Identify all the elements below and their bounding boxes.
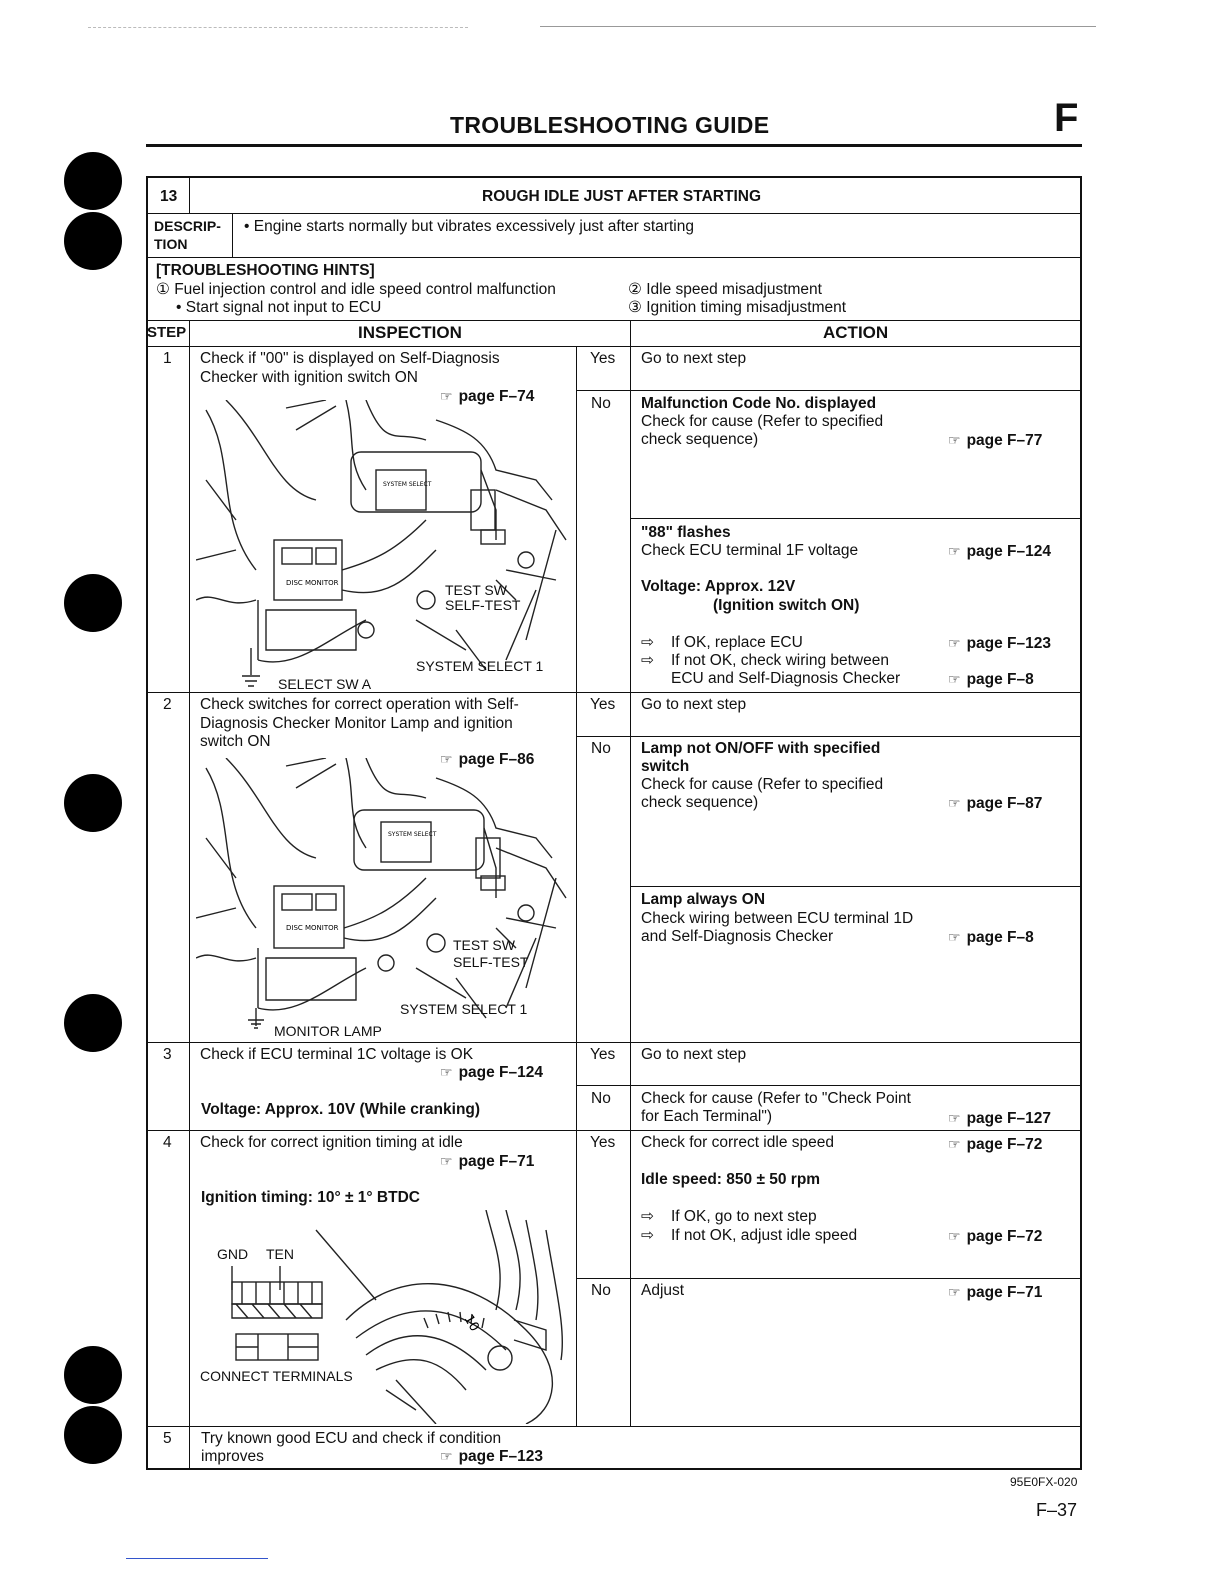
- page-number: F–37: [1036, 1500, 1078, 1520]
- page-reference[interactable]: ☞ page F–86: [440, 751, 535, 768]
- section-letter: F: [1054, 96, 1079, 140]
- no-label: No: [591, 1090, 611, 1107]
- action-text: Go to next step: [641, 1046, 747, 1063]
- self-diagnosis-checker-diagram: [196, 400, 572, 690]
- diagram-label: SYSTEM SELECT: [383, 481, 432, 488]
- diagram-label: TEST SW: [445, 582, 507, 598]
- hand-pointer-icon: ☞: [948, 635, 961, 651]
- yes-label: Yes: [590, 1046, 616, 1063]
- col-divider: [189, 320, 190, 1470]
- monitor-lamp-diagram: [196, 758, 572, 1040]
- col-divider: [576, 346, 577, 1426]
- sub-divider: [630, 886, 1082, 887]
- yes-label: Yes: [590, 696, 616, 713]
- diagram-label: GND: [217, 1246, 249, 1262]
- hand-pointer-icon: ☞: [440, 388, 453, 404]
- action-text: Check for cause (Refer to specified: [641, 776, 884, 793]
- action-text: Check ECU terminal 1F voltage: [641, 542, 859, 559]
- scan-underline: [126, 1558, 268, 1559]
- timing-mark-label: 10: [460, 1312, 482, 1335]
- no-label: No: [591, 740, 611, 757]
- page-reference[interactable]: ☞ page F–8: [948, 671, 1034, 688]
- page-reference[interactable]: ☞ page F–127: [948, 1110, 1051, 1127]
- no-label: No: [591, 395, 611, 412]
- action-heading: Lamp always ON: [641, 891, 766, 908]
- hint-item: ③ Ignition timing misadjustment: [628, 299, 847, 316]
- diagram-label: SELF-TEST: [453, 954, 529, 970]
- problem-title: ROUGH IDLE JUST AFTER STARTING: [482, 188, 761, 205]
- binder-hole: [64, 212, 122, 270]
- binder-hole: [64, 1346, 122, 1404]
- binder-hole: [64, 152, 122, 210]
- hint-item: ① Fuel injection control and idle speed control malfunction: [156, 281, 556, 298]
- page-reference[interactable]: ☞ page F–77: [948, 432, 1043, 449]
- action-text: check sequence): [641, 431, 759, 448]
- spec-value: Idle speed: 850 ± 50 rpm: [641, 1171, 821, 1188]
- hint-item: • Start signal not input to ECU: [176, 299, 382, 316]
- hand-pointer-icon: ☞: [948, 671, 961, 687]
- page-reference[interactable]: ☞ page F–124: [948, 543, 1051, 560]
- description-label: DESCRIP-: [154, 218, 221, 234]
- diagram-label: TEN: [266, 1246, 294, 1262]
- yes-label: Yes: [590, 350, 616, 367]
- inspection-text: Checker with ignition switch ON: [200, 369, 418, 386]
- hand-pointer-icon: ☞: [948, 1110, 961, 1126]
- inspection-text: Check if "00" is displayed on Self-Diagnosis: [200, 350, 500, 367]
- arrow-icon: ⇨: [641, 634, 654, 651]
- page-reference[interactable]: ☞ page F–71: [440, 1153, 535, 1170]
- page-reference[interactable]: ☞ page F–123: [440, 1448, 543, 1465]
- page-reference[interactable]: ☞ page F–74: [440, 388, 535, 405]
- inspection-text: Check switches for correct operation with Self-: [200, 696, 519, 713]
- action-text: check sequence): [641, 794, 759, 811]
- hand-pointer-icon: ☞: [440, 1064, 453, 1080]
- diagram-label: DISC MONITOR: [286, 924, 339, 932]
- step-number: 5: [163, 1430, 172, 1447]
- row-divider: [146, 1426, 1082, 1427]
- action-heading: Lamp not ON/OFF with specified: [641, 740, 881, 757]
- diagram-label: SELF-TEST: [445, 597, 521, 613]
- page-reference[interactable]: ☞ page F–87: [948, 795, 1043, 812]
- diagram-label: MONITOR LAMP: [274, 1023, 382, 1039]
- page-reference[interactable]: ☞ page F–8: [948, 929, 1034, 946]
- step-number: 2: [163, 696, 172, 713]
- hand-pointer-icon: ☞: [948, 432, 961, 448]
- hints-heading: [TROUBLESHOOTING HINTS]: [156, 262, 375, 279]
- diagram-label: DISC MONITOR: [286, 579, 339, 587]
- column-header-action: ACTION: [823, 323, 889, 342]
- arrow-icon: ⇨: [641, 652, 654, 669]
- diagram-label: TEST SW: [453, 937, 515, 953]
- step-number: 1: [163, 350, 172, 367]
- scan-top-line: [540, 26, 1096, 27]
- action-text: ECU and Self-Diagnosis Checker: [671, 670, 901, 687]
- hand-pointer-icon: ☞: [948, 929, 961, 945]
- row-divider: [146, 1130, 1082, 1131]
- spec-value: (Ignition switch ON): [713, 597, 860, 614]
- col-divider: [189, 176, 190, 214]
- action-text: Check for correct idle speed: [641, 1134, 834, 1151]
- spec-value: Voltage: Approx. 10V (While cranking): [201, 1101, 481, 1118]
- hand-pointer-icon: ☞: [948, 795, 961, 811]
- hand-pointer-icon: ☞: [948, 1136, 961, 1152]
- inspection-text: Check for correct ignition timing at idle: [200, 1134, 463, 1151]
- inspection-text: Check if ECU terminal 1C voltage is OK: [200, 1046, 474, 1063]
- hand-pointer-icon: ☞: [440, 751, 453, 767]
- inspection-text: switch ON: [200, 733, 271, 750]
- row-divider: [146, 692, 1082, 693]
- action-text: and Self-Diagnosis Checker: [641, 928, 834, 945]
- col-divider: [630, 320, 631, 1426]
- sub-divider: [576, 736, 1082, 737]
- action-heading: "88" flashes: [641, 524, 731, 541]
- sub-divider: [576, 1085, 1082, 1086]
- diagram-label: SYSTEM SELECT 1: [400, 1001, 528, 1017]
- column-header-inspection: INSPECTION: [358, 323, 462, 342]
- hand-pointer-icon: ☞: [948, 543, 961, 559]
- arrow-icon: ⇨: [641, 1208, 654, 1225]
- binder-hole: [64, 1406, 122, 1464]
- action-text: Go to next step: [641, 696, 747, 713]
- binder-hole: [64, 994, 122, 1052]
- problem-number: 13: [160, 188, 178, 205]
- column-header-step: STEP: [147, 324, 187, 341]
- description-text: • Engine starts normally but vibrates excessively just after starting: [244, 218, 694, 235]
- sub-divider: [576, 1278, 1082, 1279]
- scan-dash-line: [88, 27, 468, 28]
- page-reference[interactable]: ☞ page F–123: [948, 635, 1051, 652]
- step-number: 4: [163, 1134, 172, 1151]
- action-text: ⇨ If OK, replace ECU: [641, 634, 803, 651]
- action-text: Check for cause (Refer to "Check Point: [641, 1090, 911, 1107]
- row-divider: [146, 320, 1082, 321]
- description-label: TION: [154, 236, 188, 252]
- diagram-label: CONNECT TERMINALS: [200, 1368, 353, 1384]
- row-divider: [146, 213, 1082, 214]
- action-heading: Malfunction Code No. displayed: [641, 395, 877, 412]
- diagram-label: SYSTEM SELECT 1: [416, 658, 544, 674]
- sub-divider: [630, 518, 1082, 519]
- hand-pointer-icon: ☞: [948, 1284, 961, 1300]
- action-text: ⇨ If not OK, adjust idle speed: [641, 1227, 858, 1244]
- diagram-label: SYSTEM SELECT: [388, 831, 437, 838]
- inspection-text: improves: [201, 1448, 264, 1465]
- page-reference[interactable]: ☞ page F–124: [440, 1064, 543, 1081]
- hand-pointer-icon: ☞: [440, 1448, 453, 1464]
- page-title: TROUBLESHOOTING GUIDE: [450, 112, 770, 138]
- inspection-text: Diagnosis Checker Monitor Lamp and ignition: [200, 715, 513, 732]
- diagram-label: SELECT SW A: [278, 676, 372, 692]
- action-text: Check for cause (Refer to specified: [641, 413, 884, 430]
- row-divider: [146, 257, 1082, 258]
- hint-item: ② Idle speed misadjustment: [628, 281, 822, 298]
- step-number: 3: [163, 1046, 172, 1063]
- hand-pointer-icon: ☞: [440, 1153, 453, 1169]
- row-divider: [146, 1042, 1082, 1043]
- page-reference[interactable]: ☞ page F–71: [948, 1284, 1043, 1301]
- binder-hole: [64, 574, 122, 632]
- action-text: Go to next step: [641, 350, 747, 367]
- no-label: No: [591, 1282, 611, 1299]
- spec-value: Ignition timing: 10° ± 1° BTDC: [201, 1189, 420, 1206]
- header-rule: [146, 144, 1082, 147]
- hand-pointer-icon: ☞: [948, 1228, 961, 1244]
- action-heading: switch: [641, 758, 690, 775]
- yes-label: Yes: [590, 1134, 616, 1151]
- page-reference[interactable]: ☞ page F–72: [948, 1228, 1043, 1245]
- spec-value: Voltage: Approx. 12V: [641, 578, 796, 595]
- action-text: Check wiring between ECU terminal 1D: [641, 910, 914, 927]
- action-text: ⇨ If OK, go to next step: [641, 1208, 817, 1225]
- inspection-text: Try known good ECU and check if condition: [201, 1430, 502, 1447]
- action-text: ⇨ If not OK, check wiring between: [641, 652, 889, 669]
- sub-divider: [576, 390, 1082, 391]
- page-reference[interactable]: ☞ page F–72: [948, 1136, 1043, 1153]
- action-text: Adjust: [641, 1282, 685, 1299]
- col-divider: [232, 213, 233, 257]
- ignition-timing-diagram: [196, 1210, 572, 1424]
- figure-code: 95E0FX-020: [1010, 1475, 1078, 1489]
- row-divider: [146, 346, 1082, 347]
- arrow-icon: ⇨: [641, 1227, 654, 1244]
- binder-hole: [64, 774, 122, 832]
- action-text: for Each Terminal"): [641, 1108, 772, 1125]
